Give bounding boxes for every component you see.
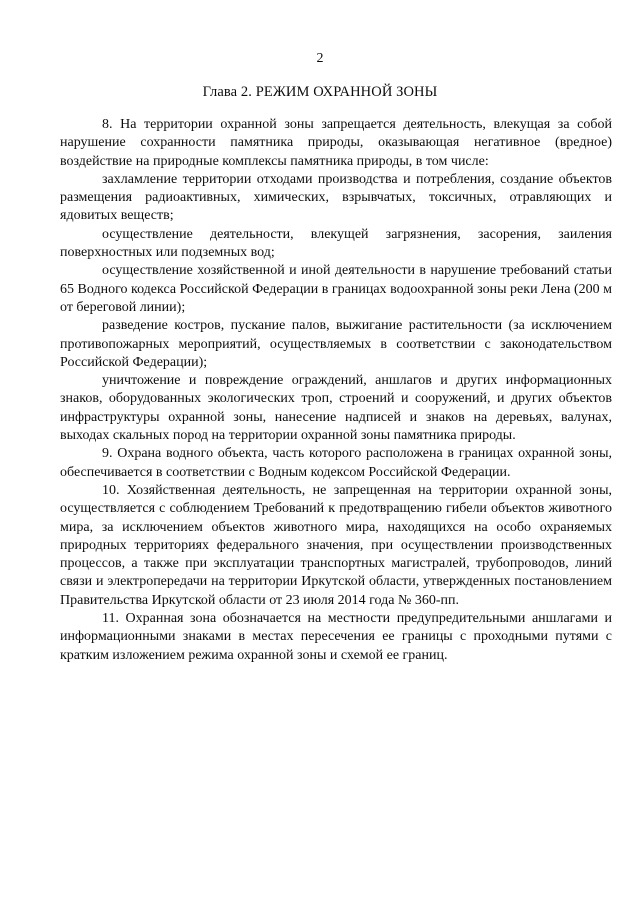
list-item-fires: разведение костров, пускание палов, выжигание растительности (за исключением противопожарных мероприятий, осуществляемых в соответствии с законодательством Российской Федерации);	[60, 318, 612, 370]
paragraph-8: 8. На территории охранной зоны запрещается деятельность, влекущая за собой нарушение сохранности памятника природы, оказывающая негативное (вредное) воздействие на природные комплексы памятника природы, в том числе:	[60, 117, 612, 169]
document-body	[60, 116, 612, 665]
paragraph-10: 10. Хозяйственная деятельность, не запрещенная на территории охранной зоны, осуществляется с соблюдением Требований к предотвращению гибели объектов животного мира, за исключением объектов животного мира, находящихся на особо охраняемых природных территориях федерального значения, при осуществлении производственных процессов, а также при эксплуатации транспортных магистралей, трубопроводов, линий связи и электропередачи на территории Иркутской области, утвержденных постановлением Правительства Иркутской области от 23 июля 2014 года № 360-пп.	[60, 482, 612, 608]
page-number: 2	[316, 51, 324, 66]
list-item-water-code: осуществление хозяйственной и иной деятельности в нарушение требований статьи 65 Водного кодекса Российской Федерации в границах водоохранной зоны реки Лена (200 м от береговой линии);	[60, 263, 612, 315]
list-item-waste: захламление территории отходами производства и потребления, создание объектов размещения радиоактивных, химических, взрывчатых, токсичных, отравляющих и ядовитых веществ;	[60, 171, 612, 224]
chapter-title: Глава 2. РЕЖИМ ОХРАННОЙ ЗОНЫ	[202, 84, 438, 100]
paragraph-9: 9. Охрана водного объекта, часть которого расположена в границах охранной зоны, обеспечивается в соответствии с Водным кодексом Российской Федерации.	[60, 446, 612, 480]
paragraph-11: 11. Охранная зона обозначается на местности предупредительными аншлагами и информационными знаками в местах пересечения ее границы с проходными путями с кратким изложением режима охранной зоны и схемой ее границ.	[60, 611, 612, 663]
list-item-water-pollution: осуществление деятельности, влекущей загрязнения, засорения, заиления поверхностных или подземных вод;	[60, 226, 612, 261]
list-item-damage: уничтожение и повреждение ограждений, аншлагов и других информационных знаков, оборудованных экологических троп, строений и сооружений, и других объектов инфраструктуры охранной зоны, нанесение надписей и знаков на деревьях, валунах, выходах скальных пород на территории охранной зоны памятника природы.	[60, 373, 612, 444]
